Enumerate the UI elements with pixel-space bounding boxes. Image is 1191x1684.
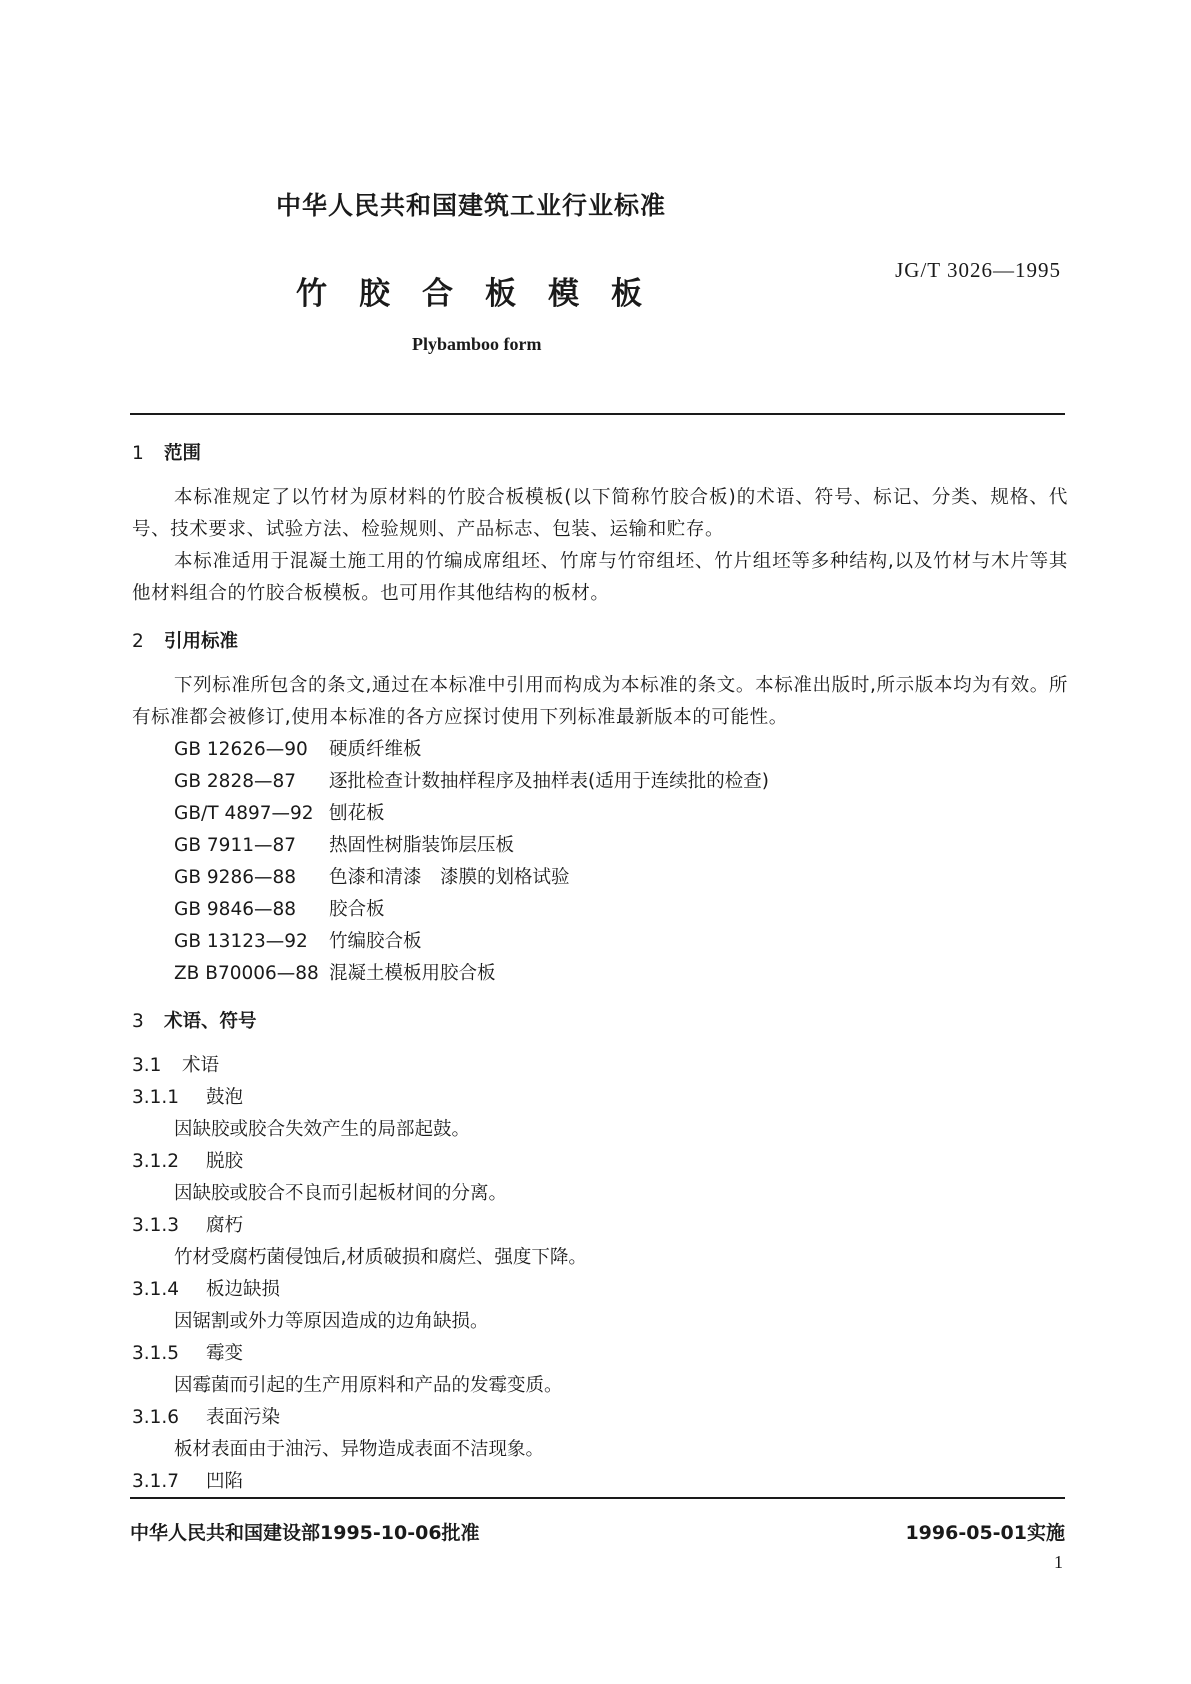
term-name: 板边缺损 (206, 1279, 281, 1300)
reference-item (132, 734, 1068, 766)
section-title: 范围 (164, 443, 202, 464)
subsection-title: 术语 (182, 1055, 220, 1076)
document-title-en: Plybamboo form (412, 334, 542, 354)
term-heading (132, 1146, 1068, 1178)
reference-code: GB 9846—88 (174, 899, 297, 920)
term-definition: 因缺胶或胶合不良而引起板材间的分离。 (174, 1183, 508, 1204)
term-definition: 因缺胶或胶合失效产生的局部起鼓。 (174, 1119, 471, 1140)
term-number: 3.1.4 (132, 1279, 180, 1300)
reference-code: GB/T 4897—92 (174, 803, 314, 824)
term-definition: 因锯割或外力等原因造成的边角缺损。 (174, 1311, 489, 1332)
subsection-heading (132, 1050, 1068, 1082)
section-title: 术语、符号 (164, 1011, 257, 1032)
term-name: 脱胶 (206, 1151, 244, 1172)
term-number: 3.1.1 (132, 1087, 180, 1108)
term-definition: 竹材受腐朽菌侵蚀后,材质破损和腐烂、强度下降。 (174, 1247, 587, 1268)
section-2-heading (132, 626, 1068, 658)
term-definition: 因霉菌而引起的生产用原料和产品的发霉变质。 (174, 1375, 563, 1396)
term-definition: 板材表面由于油污、异物造成表面不洁现象。 (174, 1439, 545, 1460)
reference-name: 色漆和清漆 漆膜的划格试验 (329, 867, 570, 888)
term-name: 鼓泡 (206, 1087, 244, 1108)
term-heading (132, 1466, 1068, 1498)
reference-name: 硬质纤维板 (329, 739, 422, 760)
reference-name: 热固性树脂装饰层压板 (329, 835, 515, 856)
term-heading (132, 1274, 1068, 1306)
reference-name: 混凝土模板用胶合板 (329, 963, 496, 984)
reference-item (132, 958, 1068, 990)
page-number: 1 (1054, 1552, 1063, 1572)
term-number: 3.1.2 (132, 1151, 180, 1172)
reference-code: GB 13123—92 (174, 931, 308, 952)
reference-item (132, 798, 1068, 830)
effective-date: 1996-05-01实施 (905, 1522, 1065, 1544)
reference-name: 刨花板 (329, 803, 385, 824)
footer-divider (130, 1497, 1065, 1499)
section-2-paragraph-1: 下列标准所包含的条文,通过在本标准中引用而构成为本标准的条文。本标准出版时,所示版本均为有效。所有标准都会被修订,使用本标准的各方应探讨使用下列标准最新版本的可能性。 (132, 675, 1068, 728)
reference-code: ZB B70006—88 (174, 963, 319, 984)
section-1-heading (132, 438, 1068, 470)
document-title-cn: 竹胶合板模板 (296, 276, 674, 312)
standard-number: JG/T 3026—1995 (895, 258, 1061, 282)
term-heading (132, 1082, 1068, 1114)
header-divider (130, 413, 1065, 415)
term-number: 3.1.7 (132, 1471, 180, 1492)
term-name: 表面污染 (206, 1407, 281, 1428)
reference-item (132, 894, 1068, 926)
term-name: 霉变 (206, 1343, 244, 1364)
section-number: 2 (132, 631, 144, 652)
reference-code: GB 2828—87 (174, 771, 297, 792)
section-1-paragraph-1: 本标准规定了以竹材为原材料的竹胶合板模板(以下简称竹胶合板)的术语、符号、标记、分类、规格、代号、技术要求、试验方法、检验规则、产品标志、包装、运输和贮存。 (132, 487, 1068, 540)
term-heading (132, 1338, 1068, 1370)
reference-item (132, 862, 1068, 894)
reference-code: GB 9286—88 (174, 867, 297, 888)
document-body (132, 438, 1068, 1498)
section-number: 1 (132, 443, 144, 464)
reference-name: 逐批检查计数抽样程序及抽样表(适用于连续批的检查) (329, 771, 769, 792)
approval-statement: 中华人民共和国建设部1995-10-06批准 (130, 1522, 480, 1544)
term-name: 腐朽 (206, 1215, 244, 1236)
reference-item (132, 926, 1068, 958)
section-1-paragraph-2: 本标准适用于混凝土施工用的竹编成席组坯、竹席与竹帘组坯、竹片组坯等多种结构,以及竹材与木片等其他材料组合的竹胶合板模板。也可用作其他结构的板材。 (132, 551, 1068, 604)
reference-name: 竹编胶合板 (329, 931, 422, 952)
term-number: 3.1.3 (132, 1215, 180, 1236)
issuer-heading: 中华人民共和国建筑工业行业标准 (276, 191, 667, 220)
term-heading (132, 1402, 1068, 1434)
term-number: 3.1.6 (132, 1407, 180, 1428)
section-title: 引用标准 (164, 631, 239, 652)
term-number: 3.1.5 (132, 1343, 180, 1364)
term-name: 凹陷 (206, 1471, 244, 1492)
reference-code: GB 12626—90 (174, 739, 308, 760)
section-3-heading (132, 1006, 1068, 1038)
section-number: 3 (132, 1011, 144, 1032)
subsection-number: 3.1 (132, 1055, 162, 1076)
term-heading (132, 1210, 1068, 1242)
reference-code: GB 7911—87 (174, 835, 297, 856)
reference-name: 胶合板 (329, 899, 385, 920)
reference-item (132, 830, 1068, 862)
reference-item (132, 766, 1068, 798)
